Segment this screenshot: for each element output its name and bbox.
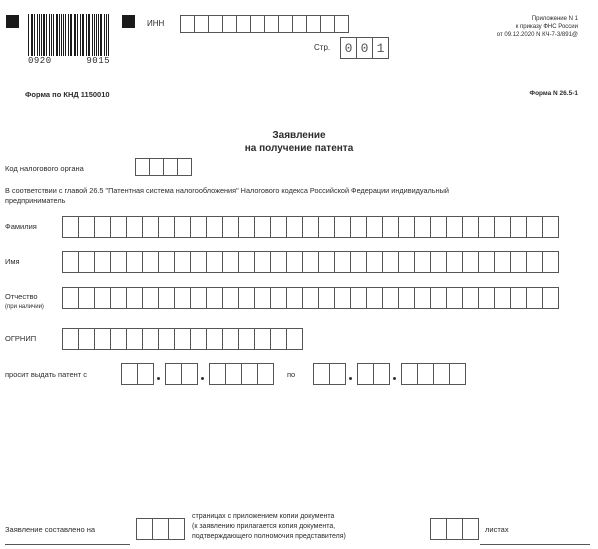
pages-count-field[interactable] <box>136 518 184 540</box>
input-cell[interactable] <box>149 158 164 176</box>
barcode-image <box>28 14 110 56</box>
barcode-bar <box>34 14 35 56</box>
input-cell[interactable] <box>542 216 559 238</box>
input-cell[interactable] <box>206 328 223 350</box>
input-cell[interactable] <box>398 251 415 273</box>
input-cell[interactable] <box>78 287 95 309</box>
input-cell[interactable] <box>238 287 255 309</box>
input-cell[interactable] <box>398 216 415 238</box>
input-cell[interactable] <box>174 287 191 309</box>
input-cell[interactable] <box>462 216 479 238</box>
name-field[interactable] <box>62 251 558 273</box>
input-cell[interactable] <box>110 216 127 238</box>
barcode-bar <box>104 14 105 56</box>
input-cell[interactable] <box>462 518 479 540</box>
barcode-bar <box>46 14 47 56</box>
input-cell[interactable] <box>222 287 239 309</box>
input-cell[interactable] <box>110 328 127 350</box>
name-label: Имя <box>5 257 20 266</box>
input-cell[interactable] <box>190 216 207 238</box>
input-cell[interactable] <box>433 363 450 385</box>
input-cell[interactable] <box>302 287 319 309</box>
input-cell[interactable] <box>334 15 349 33</box>
input-cell[interactable] <box>152 518 169 540</box>
input-cell[interactable] <box>62 216 79 238</box>
appendix-line: от 09.12.2020 N КЧ-7-3/891@ <box>496 32 578 38</box>
input-cell[interactable] <box>350 251 367 273</box>
input-cell[interactable] <box>446 216 463 238</box>
input-cell[interactable] <box>526 251 543 273</box>
barcode-bar <box>51 14 52 56</box>
pages-note <box>192 512 346 542</box>
input-cell[interactable] <box>222 15 237 33</box>
to-label: по <box>287 370 296 379</box>
input-cell[interactable] <box>446 251 463 273</box>
input-cell[interactable] <box>250 15 265 33</box>
input-cell[interactable] <box>494 216 511 238</box>
barcode-bar <box>86 14 87 56</box>
barcode-number <box>28 56 110 66</box>
appendix-note <box>497 15 578 39</box>
input-cell[interactable] <box>286 287 303 309</box>
input-cell[interactable] <box>270 251 287 273</box>
input-cell[interactable] <box>177 158 192 176</box>
input-cell[interactable] <box>208 15 223 33</box>
input-cell[interactable] <box>306 15 321 33</box>
input-cell[interactable] <box>366 287 383 309</box>
composed-underline <box>5 544 130 545</box>
input-cell[interactable] <box>238 328 255 350</box>
input-cell[interactable] <box>126 251 143 273</box>
page-digit: 1 <box>372 37 389 59</box>
input-cell[interactable] <box>222 216 239 238</box>
form-knd-code: Форма по КНД 1150010 <box>25 90 110 99</box>
input-cell[interactable] <box>78 251 95 273</box>
pages-note-line: (к заявлению прилагается копия документа, <box>192 523 336 530</box>
page-number-field[interactable] <box>340 37 388 59</box>
barcode-digits-left: 0920 <box>28 56 52 66</box>
input-cell[interactable] <box>526 287 543 309</box>
date-separator <box>201 377 204 380</box>
input-cell[interactable] <box>174 216 191 238</box>
input-cell[interactable] <box>62 328 79 350</box>
input-cell[interactable] <box>254 216 271 238</box>
input-cell[interactable] <box>206 287 223 309</box>
sheets-count-field[interactable] <box>430 518 478 540</box>
barcode-bar <box>101 14 102 56</box>
end-year-field[interactable] <box>401 363 465 385</box>
input-cell[interactable] <box>286 328 303 350</box>
input-cell[interactable] <box>350 287 367 309</box>
barcode-bar <box>92 14 93 56</box>
input-cell[interactable] <box>94 287 111 309</box>
input-cell[interactable] <box>142 287 159 309</box>
page-digit: 0 <box>340 37 357 59</box>
input-cell[interactable] <box>62 287 79 309</box>
input-cell[interactable] <box>174 251 191 273</box>
input-cell[interactable] <box>430 287 447 309</box>
input-cell[interactable] <box>292 15 307 33</box>
input-cell[interactable] <box>94 216 111 238</box>
barcode-bar <box>70 14 71 56</box>
input-cell[interactable] <box>270 328 287 350</box>
input-cell[interactable] <box>136 518 153 540</box>
sheets-underline <box>480 544 590 545</box>
input-cell[interactable] <box>318 251 335 273</box>
end-month-field[interactable] <box>357 363 389 385</box>
page-digit: 0 <box>356 37 373 59</box>
input-cell[interactable] <box>542 287 559 309</box>
input-cell[interactable] <box>110 251 127 273</box>
date-separator <box>393 377 396 380</box>
input-cell[interactable] <box>510 251 527 273</box>
input-cell[interactable] <box>158 287 175 309</box>
input-cell[interactable] <box>382 287 399 309</box>
input-cell[interactable] <box>62 251 79 273</box>
input-cell[interactable] <box>165 363 182 385</box>
input-cell[interactable] <box>180 15 195 33</box>
ogrnip-field[interactable] <box>62 328 302 350</box>
input-cell[interactable] <box>318 287 335 309</box>
input-cell[interactable] <box>270 216 287 238</box>
input-cell[interactable] <box>135 158 150 176</box>
tax-authority-code-label: Код налогового органа <box>5 164 84 173</box>
barcode-bar <box>96 14 97 56</box>
input-cell[interactable] <box>278 15 293 33</box>
input-cell[interactable] <box>238 216 255 238</box>
input-cell[interactable] <box>302 216 319 238</box>
barcode-bar <box>37 14 38 56</box>
input-cell[interactable] <box>190 251 207 273</box>
corner-marker-center <box>122 15 135 28</box>
input-cell[interactable] <box>137 363 154 385</box>
input-cell[interactable] <box>142 251 159 273</box>
input-cell[interactable] <box>366 216 383 238</box>
input-cell[interactable] <box>382 251 399 273</box>
input-cell[interactable] <box>366 251 383 273</box>
input-cell[interactable] <box>142 216 159 238</box>
input-cell[interactable] <box>206 216 223 238</box>
input-cell[interactable] <box>254 287 271 309</box>
appendix-line: к приказу ФНС России <box>515 24 578 30</box>
input-cell[interactable] <box>163 158 178 176</box>
input-cell[interactable] <box>126 216 143 238</box>
input-cell[interactable] <box>110 287 127 309</box>
input-cell[interactable] <box>334 287 351 309</box>
inn-label: ИНН <box>147 19 165 28</box>
date-separator <box>349 377 352 380</box>
input-cell[interactable] <box>264 15 279 33</box>
input-cell[interactable] <box>478 216 495 238</box>
input-cell[interactable] <box>254 251 271 273</box>
input-cell[interactable] <box>222 328 239 350</box>
patronymic-note: (при наличии) <box>5 304 44 310</box>
input-cell[interactable] <box>414 287 431 309</box>
corner-marker-left <box>6 15 19 28</box>
input-cell[interactable] <box>225 363 242 385</box>
intro-text: В соответствии с главой 26.5 "Патентная система налогообложения" Налогового кодекса Российской Федерации индивидуальный <box>5 186 449 195</box>
intro-text-continued: предприниматель <box>5 196 66 205</box>
input-cell[interactable] <box>510 287 527 309</box>
input-cell[interactable] <box>78 216 95 238</box>
input-cell[interactable] <box>318 216 335 238</box>
ogrnip-label: ОГРНИП <box>5 334 37 343</box>
tax-authority-code-field[interactable] <box>135 158 191 176</box>
barcode-bar <box>57 14 58 56</box>
input-cell[interactable] <box>181 363 198 385</box>
input-cell[interactable] <box>222 251 239 273</box>
input-cell[interactable] <box>190 287 207 309</box>
input-cell[interactable] <box>168 518 185 540</box>
input-cell[interactable] <box>286 216 303 238</box>
barcode-bar <box>77 14 78 56</box>
composed-label: Заявление составлено на <box>5 525 96 534</box>
input-cell[interactable] <box>286 251 303 273</box>
barcode-bar <box>80 14 81 56</box>
input-cell[interactable] <box>414 251 431 273</box>
pages-note-line: подтверждающего полномочия представителя) <box>192 533 346 540</box>
patronymic-field[interactable] <box>62 287 558 309</box>
input-cell[interactable] <box>478 287 495 309</box>
document-title: Заявление <box>272 130 326 141</box>
input-cell[interactable] <box>494 251 511 273</box>
input-cell[interactable] <box>417 363 434 385</box>
input-cell[interactable] <box>430 518 447 540</box>
input-cell[interactable] <box>526 216 543 238</box>
input-cell[interactable] <box>414 216 431 238</box>
barcode-bar <box>65 14 66 56</box>
input-cell[interactable] <box>334 251 351 273</box>
input-cell[interactable] <box>302 251 319 273</box>
input-cell[interactable] <box>313 363 330 385</box>
input-cell[interactable] <box>398 287 415 309</box>
document-subtitle: на получение патента <box>244 143 354 154</box>
start-day-field[interactable] <box>121 363 153 385</box>
input-cell[interactable] <box>206 251 223 273</box>
input-cell[interactable] <box>78 328 95 350</box>
barcode-bar <box>28 14 29 56</box>
input-cell[interactable] <box>158 216 175 238</box>
input-cell[interactable] <box>121 363 138 385</box>
input-cell[interactable] <box>357 363 374 385</box>
start-month-field[interactable] <box>165 363 197 385</box>
input-cell[interactable] <box>494 287 511 309</box>
barcode-bar <box>63 14 64 56</box>
input-cell[interactable] <box>478 251 495 273</box>
input-cell[interactable] <box>94 328 111 350</box>
input-cell[interactable] <box>194 15 209 33</box>
input-cell[interactable] <box>320 15 335 33</box>
form-number: Форма N 26.5-1 <box>529 90 578 97</box>
barcode-digits-right: 9015 <box>86 56 110 66</box>
patronymic-label: Отчество <box>5 292 38 301</box>
date-separator <box>157 377 160 380</box>
input-cell[interactable] <box>158 328 175 350</box>
inn-field[interactable] <box>180 15 348 33</box>
input-cell[interactable] <box>241 363 258 385</box>
input-cell[interactable] <box>94 251 111 273</box>
input-cell[interactable] <box>257 363 274 385</box>
input-cell[interactable] <box>382 216 399 238</box>
sheets-label: листах <box>485 525 509 534</box>
input-cell[interactable] <box>373 363 390 385</box>
start-year-field[interactable] <box>209 363 273 385</box>
surname-field[interactable] <box>62 216 558 238</box>
input-cell[interactable] <box>236 15 251 33</box>
input-cell[interactable] <box>158 251 175 273</box>
input-cell[interactable] <box>510 216 527 238</box>
input-cell[interactable] <box>174 328 191 350</box>
input-cell[interactable] <box>462 287 479 309</box>
input-cell[interactable] <box>142 328 159 350</box>
surname-label: Фамилия <box>5 222 37 231</box>
input-cell[interactable] <box>430 251 447 273</box>
pages-note-line: страницах с приложением копии документа <box>192 513 335 520</box>
input-cell[interactable] <box>126 328 143 350</box>
input-cell[interactable] <box>209 363 226 385</box>
appendix-line: Приложение N 1 <box>531 16 578 22</box>
input-cell[interactable] <box>542 251 559 273</box>
input-cell[interactable] <box>238 251 255 273</box>
input-cell[interactable] <box>254 328 271 350</box>
input-cell[interactable] <box>190 328 207 350</box>
input-cell[interactable] <box>401 363 418 385</box>
request-label: просит выдать патент с <box>5 370 88 379</box>
end-day-field[interactable] <box>313 363 345 385</box>
barcode-bar <box>44 14 45 56</box>
input-cell[interactable] <box>446 518 463 540</box>
input-cell[interactable] <box>449 363 466 385</box>
input-cell[interactable] <box>126 287 143 309</box>
page-label: Стр. <box>314 43 331 52</box>
input-cell[interactable] <box>334 216 351 238</box>
input-cell[interactable] <box>350 216 367 238</box>
input-cell[interactable] <box>462 251 479 273</box>
input-cell[interactable] <box>446 287 463 309</box>
input-cell[interactable] <box>430 216 447 238</box>
input-cell[interactable] <box>270 287 287 309</box>
input-cell[interactable] <box>329 363 346 385</box>
